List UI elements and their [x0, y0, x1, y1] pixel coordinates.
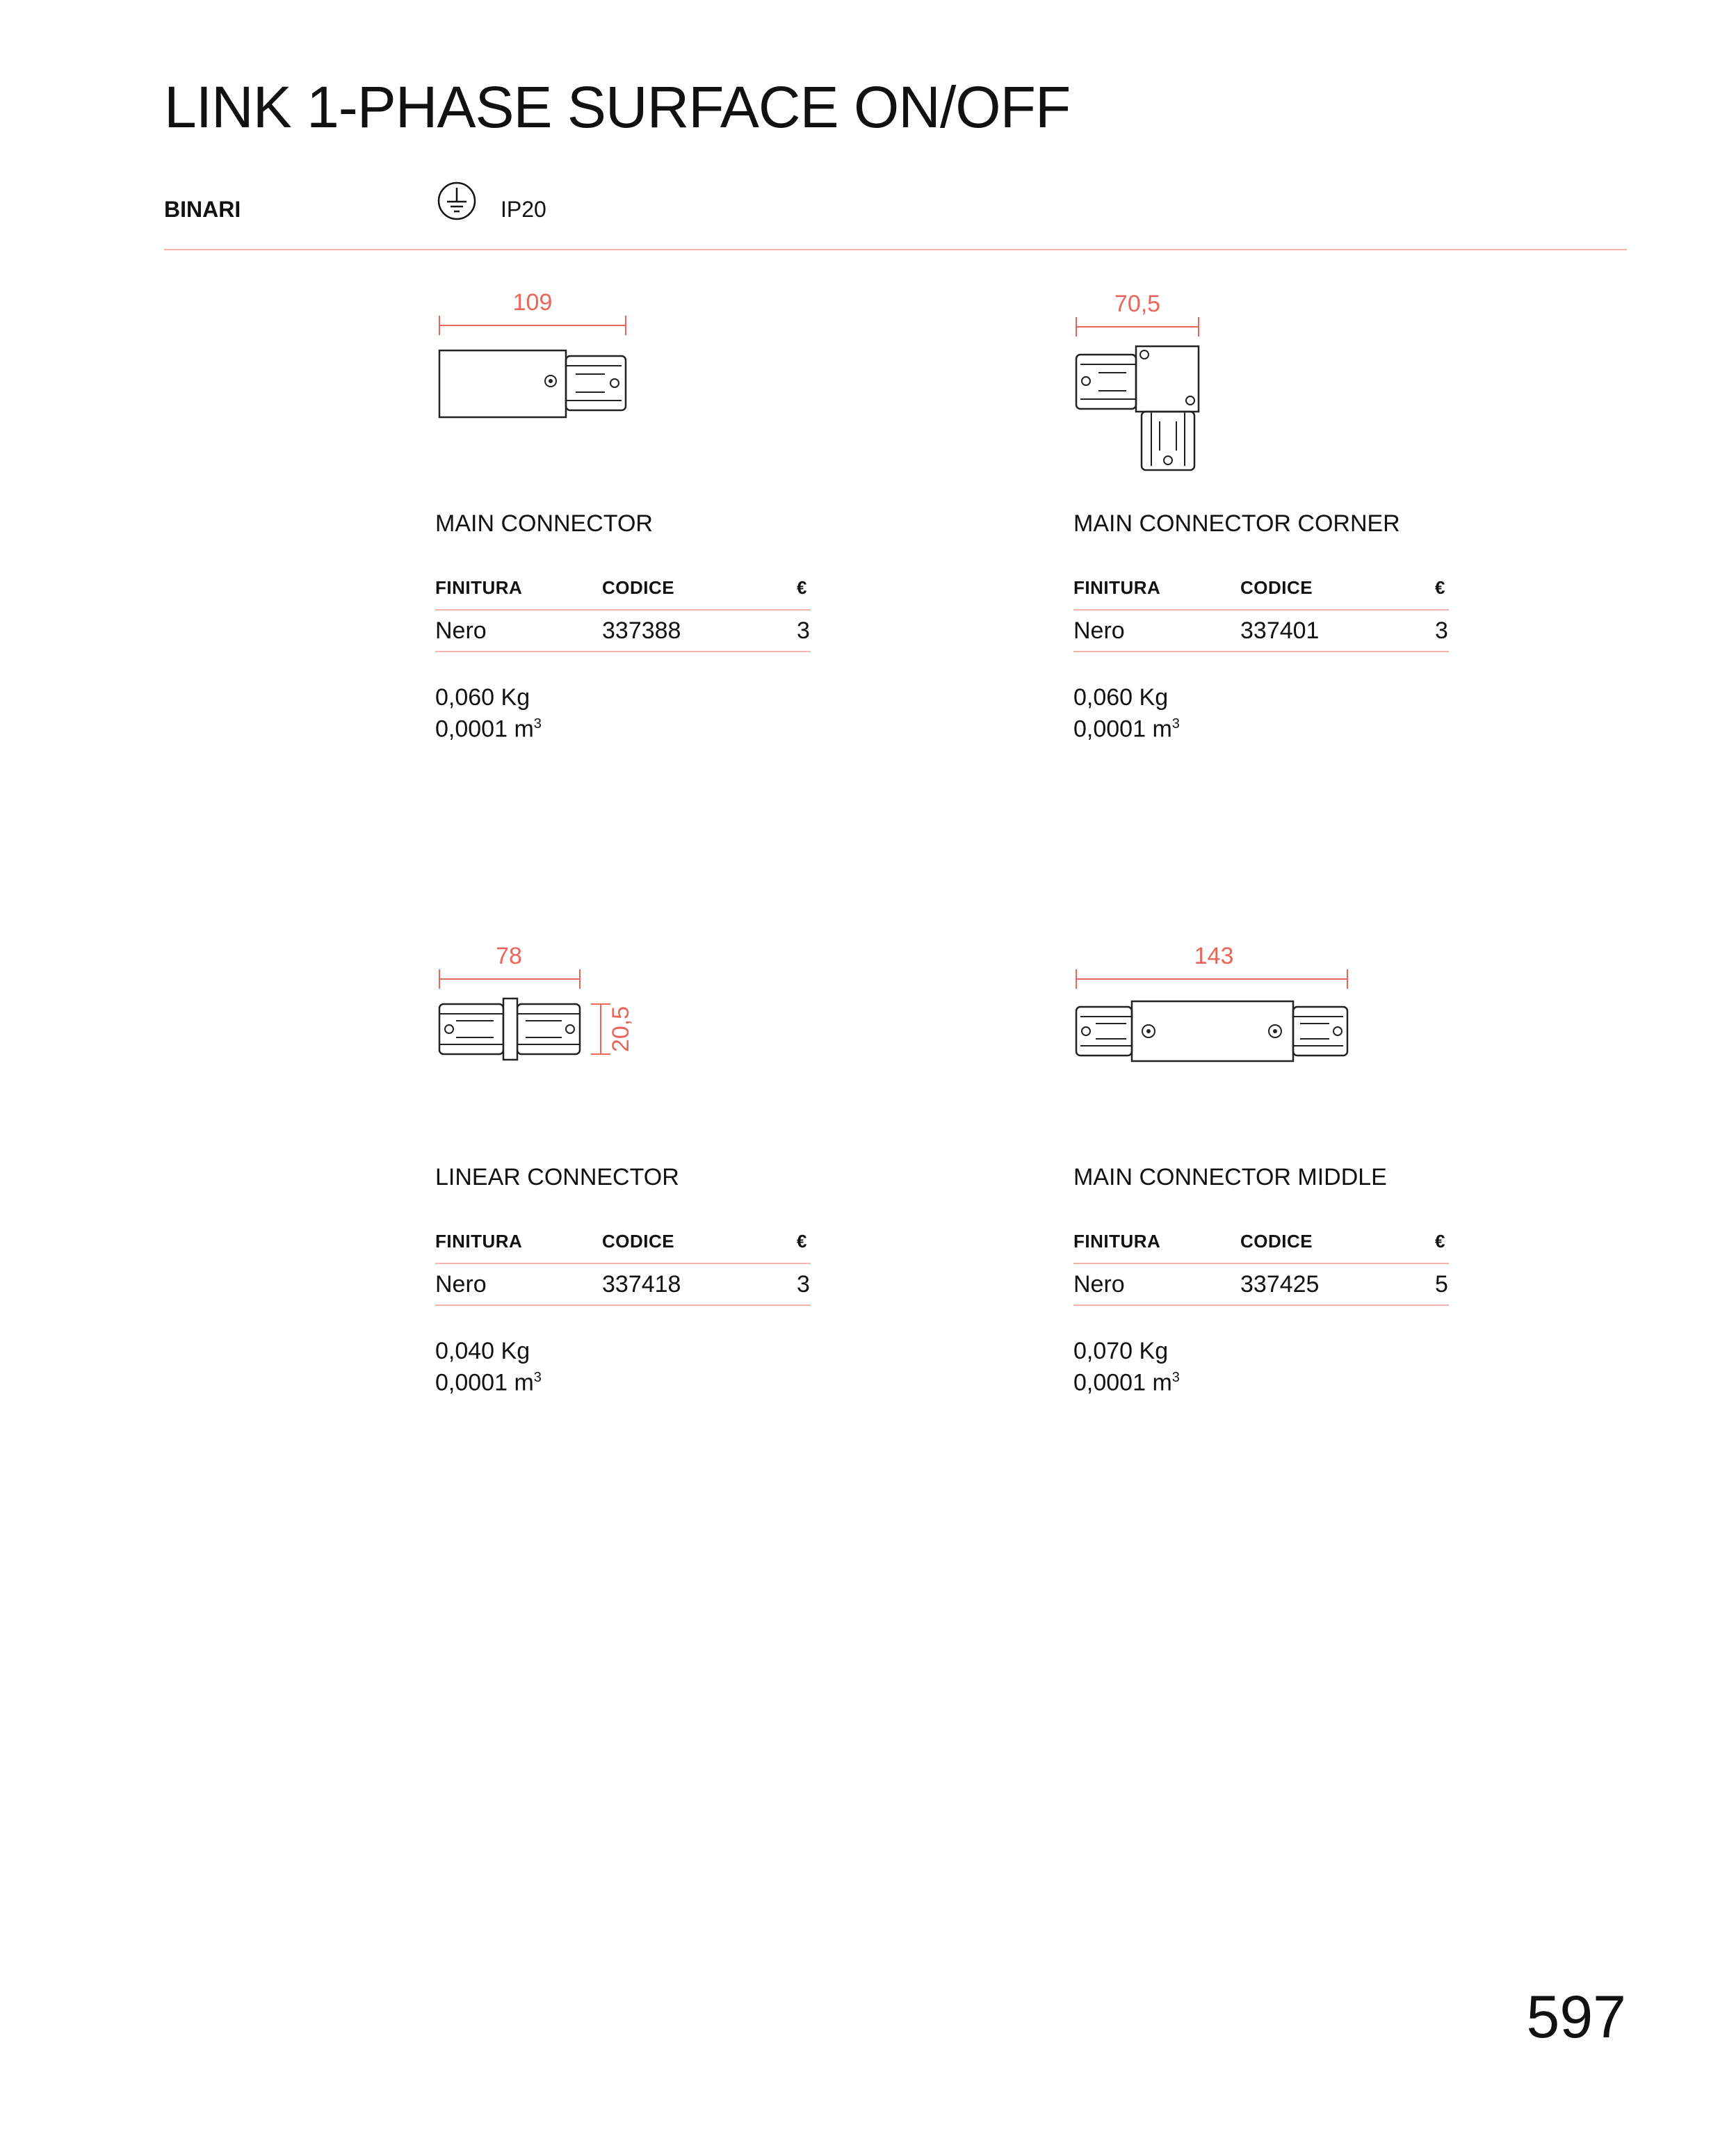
finish-header: FINITURA	[435, 1231, 523, 1252]
price-value: 3	[797, 1271, 810, 1298]
code-header: CODICE	[602, 1231, 675, 1252]
finish-header: FINITURA	[435, 577, 523, 598]
code-header: CODICE	[1240, 1231, 1313, 1252]
code-value: 337401	[1240, 617, 1320, 644]
volume-value: 0,0001 $m^3$	[1073, 1369, 1180, 1396]
finish-value: Nero	[435, 617, 487, 644]
main-connector-corner-drawing	[1071, 278, 1251, 487]
price-header: €	[1435, 577, 1445, 598]
volume-value: 0,0001 $m^3$	[1073, 716, 1180, 743]
table-divider	[1073, 1304, 1449, 1306]
weight-value: 0,040 Kg	[435, 1338, 530, 1364]
code-header: CODICE	[602, 577, 675, 598]
dimension-label: 78	[496, 943, 522, 969]
dimension-height-label: 20,5	[608, 1005, 634, 1053]
table-divider	[435, 1304, 811, 1306]
header-divider	[164, 249, 1627, 250]
table-divider	[435, 609, 811, 611]
finish-value: Nero	[1073, 617, 1125, 644]
weight-value: 0,070 Kg	[1073, 1338, 1169, 1364]
weight-value: 0,060 Kg	[1073, 684, 1169, 711]
page-title: LINK 1-PHASE SURFACE ON/OFF	[164, 74, 1071, 140]
weight-value: 0,060 Kg	[435, 684, 530, 711]
price-value: 5	[1435, 1271, 1448, 1298]
price-header: €	[797, 1231, 807, 1252]
product-name: MAIN CONNECTOR CORNER	[1073, 510, 1400, 537]
table-divider	[1073, 609, 1449, 611]
price-value: 3	[797, 617, 810, 644]
price-value: 3	[1435, 617, 1448, 644]
table-divider	[1073, 1263, 1449, 1264]
finish-header: FINITURA	[1073, 577, 1161, 598]
main-connector-middle-drawing	[1071, 932, 1363, 1085]
finish-value: Nero	[1073, 1271, 1125, 1298]
finish-value: Nero	[435, 1271, 487, 1298]
product-name: LINEAR CONNECTOR	[435, 1164, 679, 1190]
price-header: €	[1435, 1231, 1445, 1252]
ip-rating: IP20	[501, 197, 546, 222]
dimension-label: 70,5	[1114, 291, 1161, 317]
ground-symbol-icon	[437, 181, 477, 221]
table-divider	[1073, 651, 1449, 652]
main-connector-drawing	[431, 278, 640, 431]
volume-value: 0,0001 $m^3$	[435, 716, 542, 743]
code-value: 337425	[1240, 1271, 1320, 1298]
finish-header: FINITURA	[1073, 1231, 1161, 1252]
price-header: €	[797, 577, 807, 598]
table-divider	[435, 1263, 811, 1264]
code-header: CODICE	[1240, 577, 1313, 598]
page-number: 597	[1526, 1984, 1626, 2051]
dimension-label: 109	[512, 289, 553, 316]
dimension-label: 143	[1194, 943, 1234, 969]
volume-value: 0,0001 $m^3$	[435, 1369, 542, 1396]
category-label: BINARI	[164, 197, 241, 222]
linear-connector-drawing	[431, 932, 654, 1085]
code-value: 337388	[602, 617, 681, 644]
table-divider	[435, 651, 811, 652]
product-name: MAIN CONNECTOR MIDDLE	[1073, 1164, 1387, 1190]
code-value: 337418	[602, 1271, 681, 1298]
product-name: MAIN CONNECTOR	[435, 510, 653, 537]
